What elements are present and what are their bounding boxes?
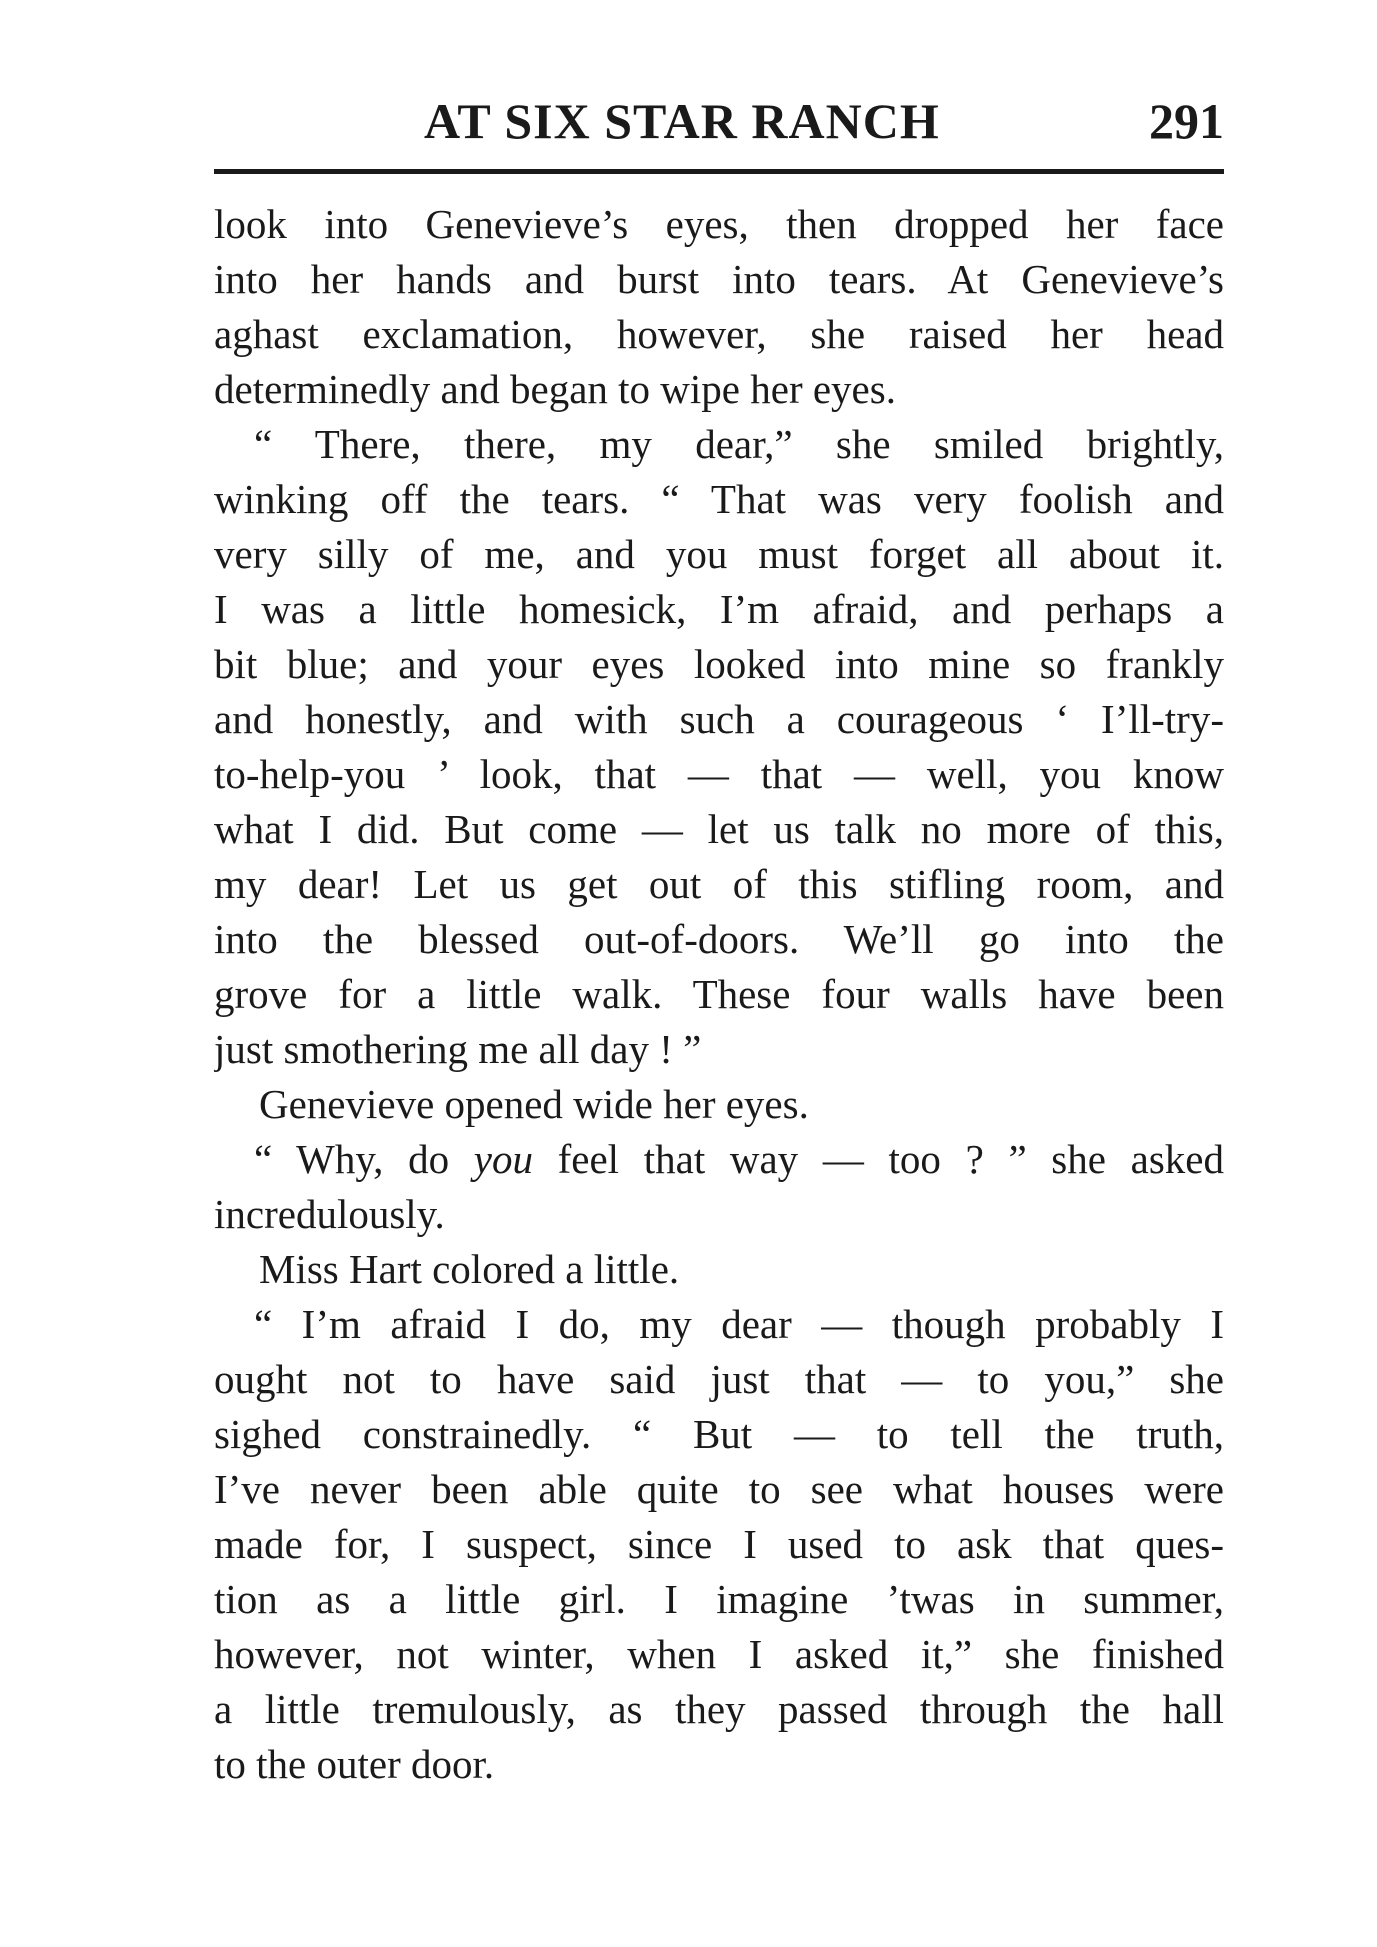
text-line: Genevieve opened wide her eyes. bbox=[259, 1081, 809, 1127]
text-fragment: “ Why, do bbox=[254, 1136, 474, 1182]
text-line: bit blue; and your eyes looked into mine so frankly bbox=[214, 641, 1224, 687]
text-line: however, not winter, when I asked it,” she finished bbox=[214, 1631, 1224, 1677]
text-fragment: feel that way — too ? ” she asked bbox=[532, 1136, 1224, 1182]
text-line: winking off the tears. “ That was very foolish and bbox=[214, 476, 1224, 522]
text-line: Miss Hart colored a little. bbox=[259, 1246, 680, 1292]
text-line: to-help-you ’ look, that — that — well, you know bbox=[214, 751, 1224, 797]
running-title: AT SIX STAR RANCH bbox=[424, 93, 940, 149]
text-line: and honestly, and with such a courageous ‘ I’ll-try- bbox=[214, 696, 1224, 742]
text-line: a little tremulously, as they passed through the hall bbox=[214, 1686, 1224, 1732]
text-line: sighed constrainedly. “ But — to tell the truth, bbox=[214, 1411, 1224, 1457]
text-line: I’ve never been able quite to see what houses were bbox=[214, 1466, 1224, 1512]
text-line: made for, I suspect, since I used to ask that ques- bbox=[214, 1521, 1224, 1567]
text-line: “ There, there, my dear,” she smiled brightly, bbox=[254, 421, 1224, 467]
text-line: into her hands and burst into tears. At Genevieve’s bbox=[214, 256, 1224, 302]
page-number: 291 bbox=[1149, 93, 1224, 149]
text-line: incredulously. bbox=[214, 1191, 445, 1237]
text-line: into the blessed out-of-doors. We’ll go into the bbox=[214, 916, 1224, 962]
text-line: my dear! Let us get out of this stifling room, and bbox=[214, 861, 1224, 907]
text-line: I was a little homesick, I’m afraid, and perhaps a bbox=[214, 586, 1224, 632]
text-line: very silly of me, and you must forget all about it. bbox=[214, 531, 1224, 577]
text-line: look into Genevieve’s eyes, then dropped her face bbox=[214, 201, 1224, 247]
text-line bbox=[214, 1132, 1224, 1187]
text-line: tion as a little girl. I imagine ’twas in summer, bbox=[214, 1576, 1224, 1622]
text-line: ought not to have said just that — to you,” she bbox=[214, 1356, 1224, 1402]
text-line: what I did. But come — let us talk no more of this, bbox=[214, 806, 1224, 852]
body-text bbox=[214, 197, 1224, 1792]
text-line: just smothering me all day ! ” bbox=[214, 1026, 702, 1072]
text-line: aghast exclamation, however, she raised her head bbox=[214, 311, 1224, 357]
header-rule bbox=[214, 169, 1224, 174]
text-line: to the outer door. bbox=[214, 1741, 495, 1787]
text-line: determinedly and began to wipe her eyes. bbox=[214, 366, 896, 412]
page-header bbox=[214, 92, 1224, 162]
text-line: grove for a little walk. These four walls have been bbox=[214, 971, 1224, 1017]
text-line: “ I’m afraid I do, my dear — though probably I bbox=[254, 1301, 1224, 1347]
italic-word: you bbox=[473, 1136, 533, 1182]
